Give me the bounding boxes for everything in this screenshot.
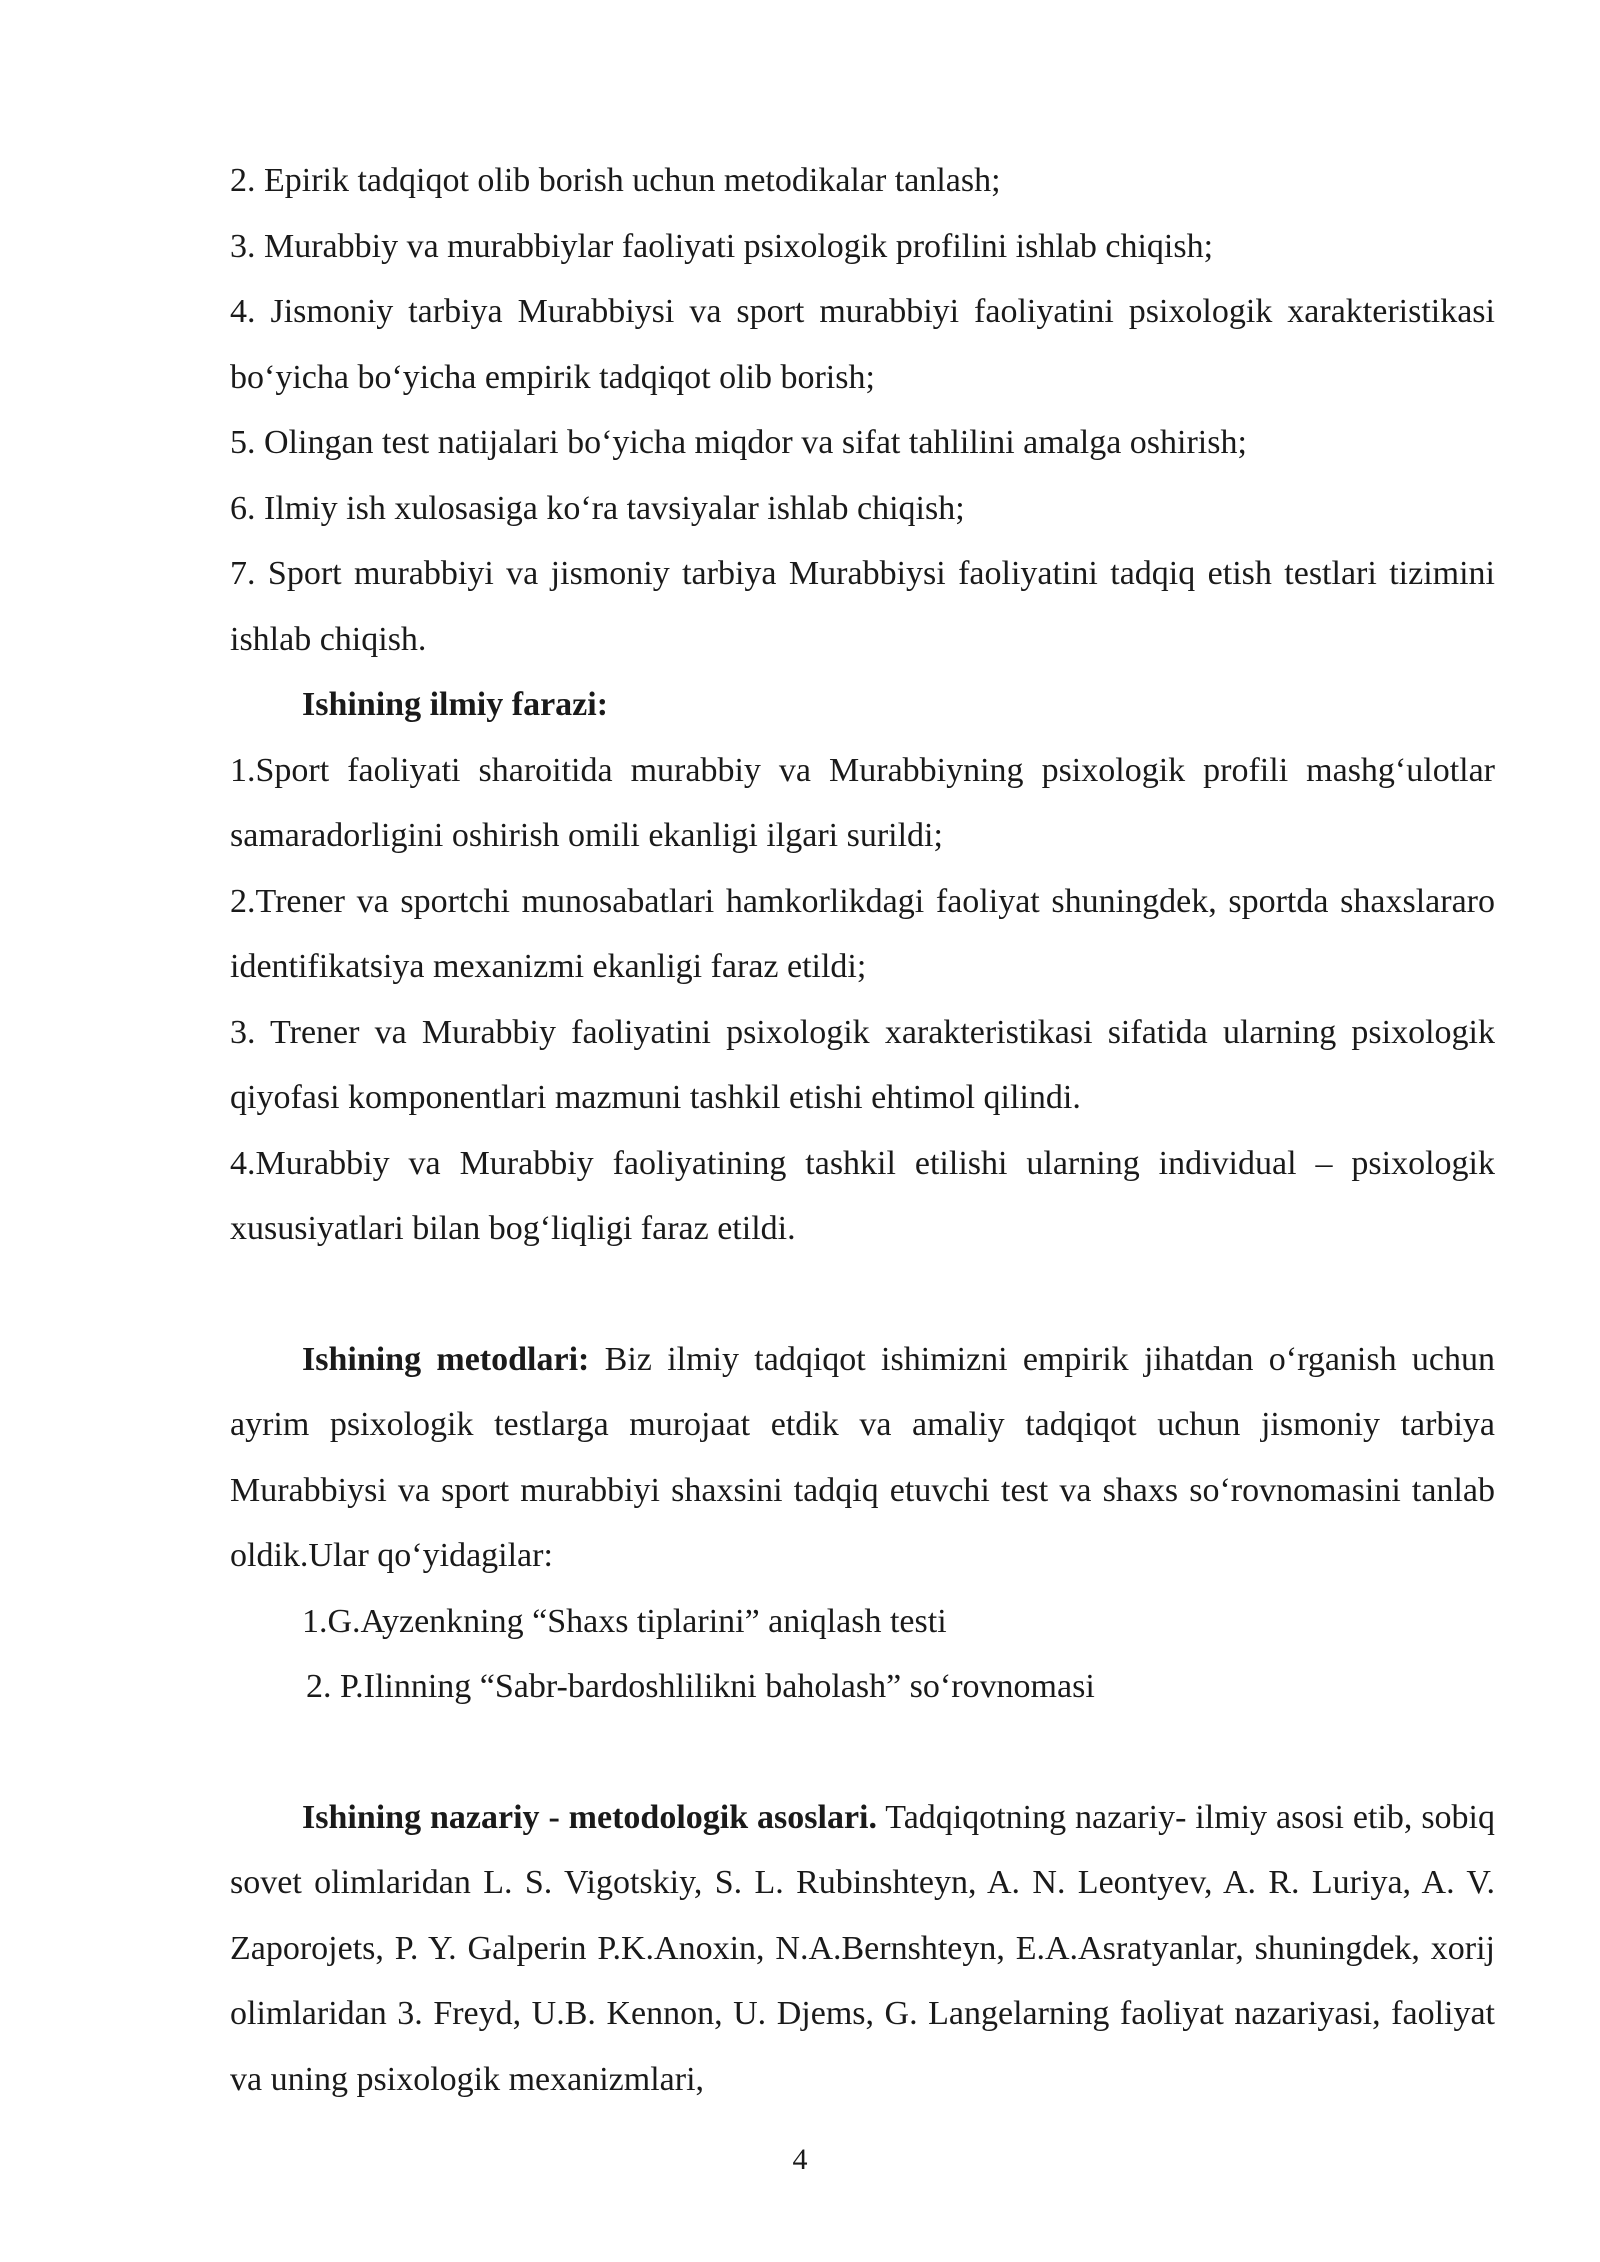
task-item-7: 7. Sport murabbiyi va jismoniy tarbiya Murabbiysi faoliyatini tadqiq etish testlari tizimini ishlab chiqish. (230, 555, 1495, 658)
task-item-3: 3. Murabbiy va murabbiylar faoliyati psixologik profilini ishlab chiqish; (230, 227, 1214, 265)
page-number: 4 (792, 2143, 808, 2176)
methods-text: Biz ilmiy tadqiqot ishimizni empirik jihatdan o‘rganish uchun ayrim psixologik testlarga murojaat etdik va amaliy tadqiqot uchun jismoniy tarbiya Murabbiysi va sport murabbiyi shaxsini tadqiq etuvchi test va shaxs so‘rovnomasini tanlab oldik.Ular qo‘yidagilar: (230, 1340, 1495, 1574)
task-item-5: 5. Olingan test natijalari bo‘yicha miqdor va sifat tahlilini amalga oshirish; (230, 424, 1247, 461)
hypothesis-heading: Ishining ilmiy farazi: (302, 686, 609, 723)
hypothesis-item-2: 2.Trener va sportchi munosabatlari hamkorlikdagi faoliyat shuningdek, sportda shaxslararo identifikatsiya mexanizmi ekanligi faraz etildi; (230, 882, 1495, 985)
foundations-text: Tadqiqotning nazariy- ilmiy asosi etib, sobiq sovet olimlaridan L. S. Vigotskiy, S. L. Rubinshteyn, A. N. Leontyev, A. R. Luriya, A. V. Zaporojets, P. Y. Galperin P.K.Anoxin, N.A.Bernshteyn, E.A.Asratyanlar, shuningdek, xorij olimlaridan 3. Freyd, U.B. Kennon, U. Djems, G. Langelarning faoliyat nazariyasi, faoliyat va uning psixologik mexanizmlari, (230, 1798, 1495, 2098)
foundations-heading: Ishining nazariy - metodologik asoslari. (302, 1798, 877, 1836)
spacer (230, 1720, 1495, 1785)
task-item-2: 2. Epirik tadqiqot olib borish uchun metodikalar tanlash; (230, 162, 1001, 199)
foundations-paragraph (230, 1785, 1495, 2113)
methods-item-1: 1.G.Ayzenkning “Shaxs tiplarini” aniqlash testi (302, 1602, 947, 1640)
hypothesis-item-3: 3. Trener va Murabbiy faoliyatini psixologik xarakteristikasi sifatida ularning psixologik qiyofasi komponentlari mazmuni tashkil etishi ehtimol qilindi. (230, 1013, 1495, 1116)
page-content (230, 148, 1495, 2112)
methods-item-2: 2. P.Ilinning “Sabr-bardoshlilikni baholash” so‘rovnomasi (306, 1668, 1095, 1705)
spacer (230, 1262, 1495, 1327)
hypothesis-item-1: 1.Sport faoliyati sharoitida murabbiy va Murabbiyning psixologik profili mashg‘ulotlar samaradorligini oshirish omili ekanligi ilgari surildi; (230, 751, 1495, 854)
task-item-6: 6. Ilmiy ish xulosasiga ko‘ra tavsiyalar ishlab chiqish; (230, 489, 965, 527)
task-item-4: 4. Jismoniy tarbiya Murabbiysi va sport murabbiyi faoliyatini psixologik xarakteristikasi bo‘yicha bo‘yicha empirik tadqiqot olib borish; (230, 293, 1495, 396)
methods-heading: Ishining metodlari: (302, 1340, 590, 1378)
hypothesis-item-4: 4.Murabbiy va Murabbiy faoliyatining tashkil etilishi ularning individual – psixologik xususiyatlari bilan bog‘liqligi faraz etildi. (230, 1144, 1495, 1247)
methods-paragraph (230, 1327, 1495, 1589)
